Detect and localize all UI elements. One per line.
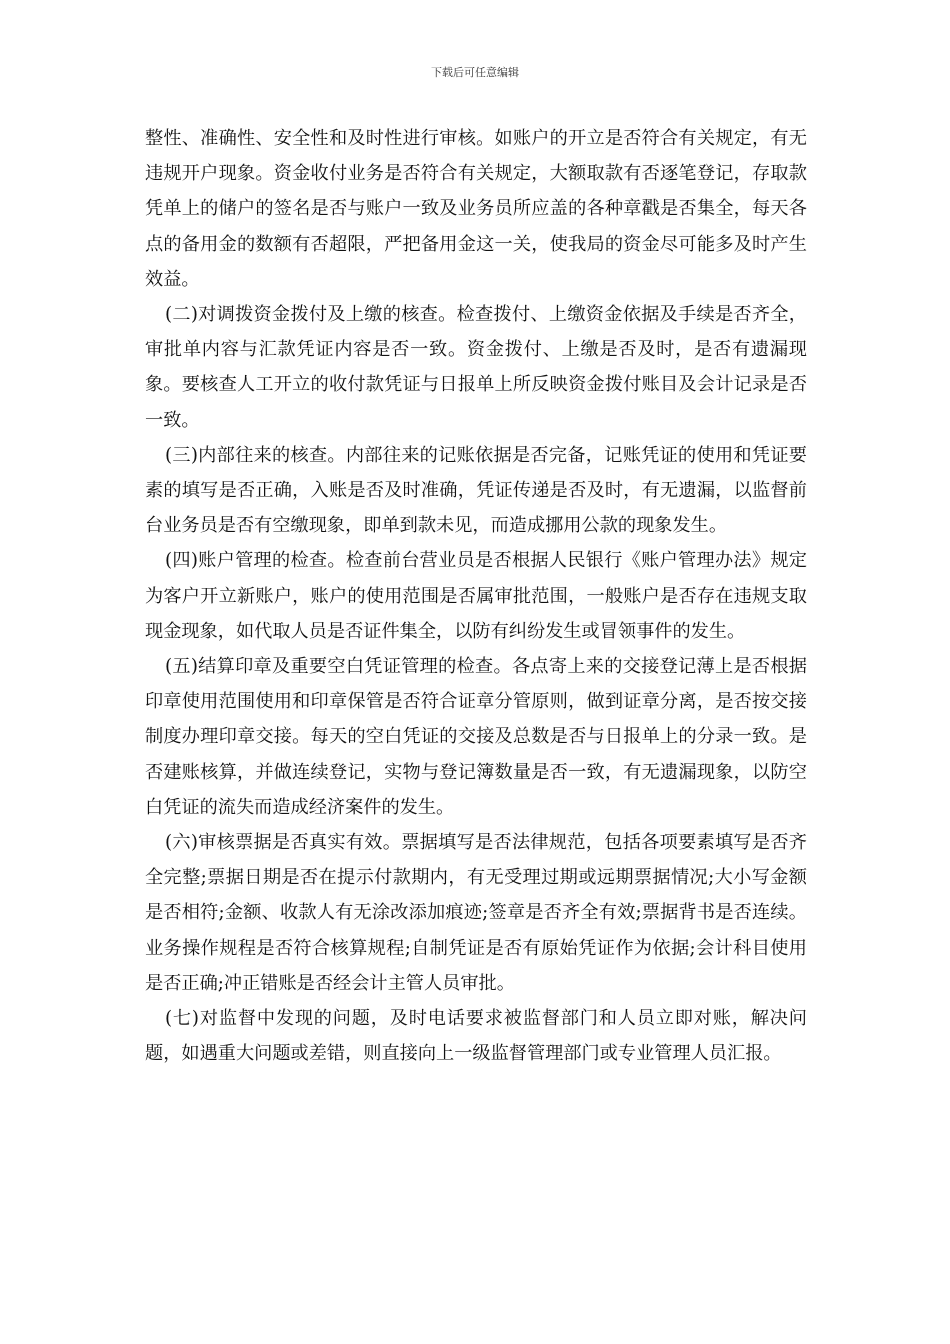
document-body <box>145 121 807 1071</box>
paragraph-section-2: (二)对调拨资金拨付及上缴的核查。检查拨付、上缴资金依据及手续是否齐全，审批单内容与汇款凭证内容是否一致。资金拨付、上缴是否及时，是否有遗漏现象。要核查人工开立的收付款凭证与日报单上所反映资金拨付账目及会计记录是否一致。 <box>145 304 807 431</box>
paragraph-section-7: (七)对监督中发现的问题，及时电话要求被监督部门和人员立即对账，解决问题，如遇重大问题或差错，则直接向上一级监督管理部门或专业管理人员汇报。 <box>145 1008 807 1065</box>
paragraph-section-4: (四)账户管理的检查。检查前台营业员是否根据人民银行《账户管理办法》规定为客户开立新账户，账户的使用范围是否属审批范围，一般账户是否存在违规支取现金现象，如代取人员是否证件集全，以防有纠纷发生或冒领事件的发生。 <box>145 550 807 642</box>
paragraph-continuation: 整性、准确性、安全性和及时性进行审核。如账户的开立是否符合有关规定，有无违规开户现象。资金收付业务是否符合有关规定，大额取款有否逐笔登记，存取款凭单上的储户的签名是否与账户一致及业务员所应盖的各种章戳是否集全，每天各点的备用金的数额有否超限，严把备用金这一关，使我局的资金尽可能多及时产生效益。 <box>145 128 807 290</box>
paragraph-section-3: (三)内部往来的核查。内部往来的记账依据是否完备，记账凭证的使用和凭证要素的填写是否正确，入账是否及时准确，凭证传递是否及时，有无遗漏，以监督前台业务员是否有空缴现象，即单到款未见，而造成挪用公款的现象发生。 <box>145 444 807 537</box>
page-header: 下载后可任意编辑 <box>431 66 519 79</box>
paragraph-section-6: (六)审核票据是否真实有效。票据填写是否法律规范，包括各项要素填写是否齐全完整;票据日期是否在提示付款期内，有无受理过期或远期票据情况;大小写金额是否相符;金额、收款人有无涂改添加痕迹;签章是否齐全有效;票据背书是否连续。业务操作规程是否符合核算规程;自制凭证是否有原始凭证作为依据;会计科目使用是否正确;冲正错账是否经会计主管人员审批。 <box>145 832 807 994</box>
paragraph-section-5: (五)结算印章及重要空白凭证管理的检查。各点寄上来的交接登记薄上是否根据印章使用范围使用和印章保管是否符合证章分管原则，做到证章分离，是否按交接制度办理印章交接。每天的空白凭证的交接及总数是否与日报单上的分录一致。是否建账核算，并做连续登记，实物与登记簿数量是否一致，有无遗漏现象，以防空白凭证的流失而造成经济案件的发生。 <box>145 656 807 818</box>
